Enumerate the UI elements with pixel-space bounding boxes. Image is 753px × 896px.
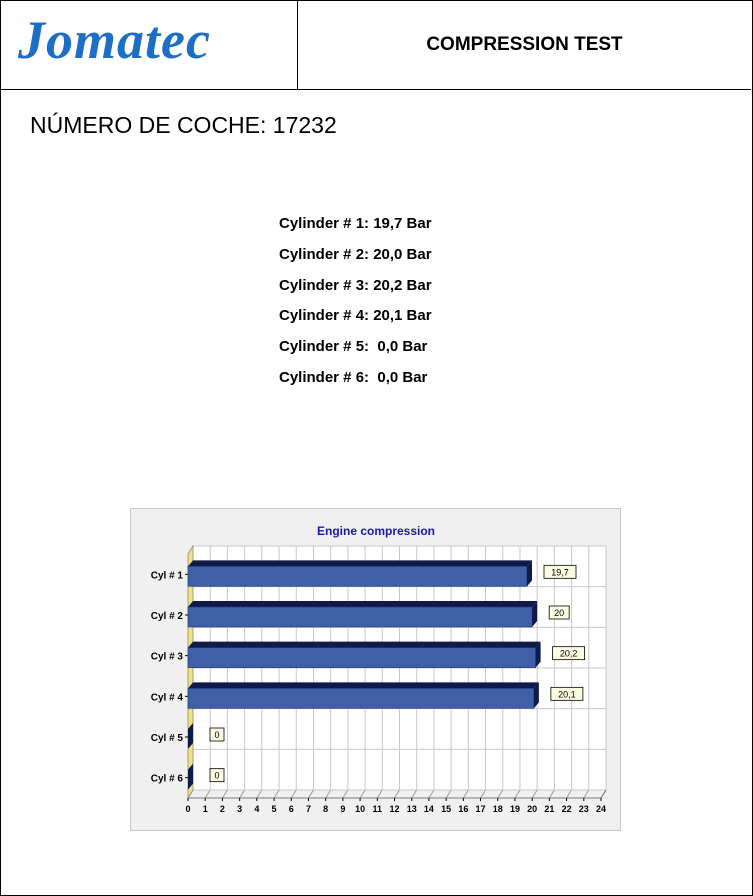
x-tick-label: 3 — [237, 804, 243, 814]
bar — [188, 566, 527, 586]
value-label: 0 — [214, 730, 220, 740]
category-label: Cyl # 3 — [150, 651, 183, 663]
floor-grid-line — [584, 790, 589, 798]
chart-svg — [131, 509, 622, 832]
bar-top — [188, 601, 537, 607]
x-tick-label: 20 — [527, 804, 538, 814]
x-tick-label: 8 — [323, 804, 329, 814]
floor-grid-line — [222, 790, 227, 798]
x-tick-label: 4 — [254, 804, 260, 814]
bar — [188, 688, 534, 708]
x-tick-label: 2 — [219, 804, 225, 814]
x-tick-label: 14 — [423, 804, 434, 814]
floor-grid-line — [549, 790, 554, 798]
bar — [188, 648, 536, 668]
engine-compression-chart — [130, 508, 621, 831]
floor-grid-line — [463, 790, 468, 798]
cylinder-readings — [279, 214, 432, 399]
value-label: 20,2 — [559, 648, 578, 659]
value-label: 0 — [214, 770, 220, 781]
floor-grid-line — [257, 790, 262, 798]
floor-grid-line — [291, 790, 296, 798]
jomatec-logo: Jomatec — [18, 10, 211, 70]
x-tick-label: 17 — [475, 804, 486, 814]
floor-grid-line — [360, 790, 365, 798]
x-tick-label: 15 — [441, 804, 452, 814]
x-tick-label: 0 — [185, 804, 191, 814]
x-tick-label: 19 — [509, 804, 520, 814]
floor-grid-line — [498, 790, 503, 798]
category-label: Cyl # 5 — [150, 733, 183, 744]
x-tick-label: 6 — [288, 804, 294, 814]
x-tick-label: 1 — [202, 804, 208, 814]
floor-grid-line — [240, 790, 245, 798]
value-label: 19,7 — [551, 567, 569, 578]
cylinder-reading: Cylinder # 5: 0,0 Bar — [279, 338, 428, 356]
x-tick-label: 10 — [355, 804, 366, 814]
x-tick-label: 12 — [389, 804, 400, 814]
header — [0, 0, 751, 90]
category-label: Cyl # 6 — [150, 773, 183, 785]
floor-grid-line — [205, 790, 210, 798]
floor-grid-line — [515, 790, 520, 798]
floor-grid-line — [308, 790, 313, 798]
x-tick-label: 7 — [305, 804, 311, 814]
value-label: 20 — [554, 608, 565, 618]
x-tick-label: 23 — [578, 804, 589, 814]
floor-grid-line — [412, 790, 417, 798]
floor-grid-line — [377, 790, 382, 798]
x-tick-label: 16 — [458, 804, 469, 814]
cylinder-reading: Cylinder # 2: 20,0 Bar — [279, 245, 432, 263]
cylinder-reading: Cylinder # 1: 19,7 Bar — [279, 215, 432, 232]
floor-grid-line — [429, 790, 434, 798]
floor-grid-line — [274, 790, 279, 798]
x-tick-label: 13 — [406, 804, 417, 814]
x-tick-label: 5 — [271, 804, 277, 814]
cylinder-reading: Cylinder # 3: 20,2 Bar — [279, 276, 432, 294]
value-label: 20,1 — [558, 689, 576, 700]
bar — [188, 607, 532, 627]
x-tick-label: 22 — [561, 804, 572, 814]
x-tick-label: 18 — [492, 804, 503, 814]
category-label: Cyl # 4 — [150, 692, 183, 704]
x-tick-label: 11 — [372, 804, 383, 814]
report-title: COMPRESSION TEST — [426, 33, 623, 55]
floor-grid-line — [343, 790, 348, 798]
floor-grid-line — [532, 790, 537, 798]
x-tick-label: 21 — [544, 804, 555, 814]
floor-grid-line — [326, 790, 331, 798]
bar-top — [188, 560, 532, 566]
car-number: NÚMERO DE COCHE: 17232 — [30, 112, 337, 138]
x-tick-label: 9 — [340, 804, 346, 814]
x-axis-line — [601, 790, 606, 798]
cylinder-reading: Cylinder # 6: 0,0 Bar — [279, 368, 428, 386]
category-label: Cyl # 2 — [150, 611, 183, 622]
chart-title: Engine compression — [316, 524, 436, 538]
logo-cell — [0, 0, 298, 89]
bar-top — [188, 682, 539, 688]
floor-grid-line — [481, 790, 486, 798]
floor-grid-line — [567, 790, 572, 798]
floor-grid-line — [395, 790, 400, 798]
x-tick-label: 24 — [595, 804, 607, 814]
cylinder-reading: Cylinder # 4: 20,1 Bar — [279, 307, 432, 325]
floor-grid-line — [446, 790, 451, 798]
bar-top — [188, 642, 541, 648]
category-label: Cyl # 1 — [150, 570, 183, 582]
